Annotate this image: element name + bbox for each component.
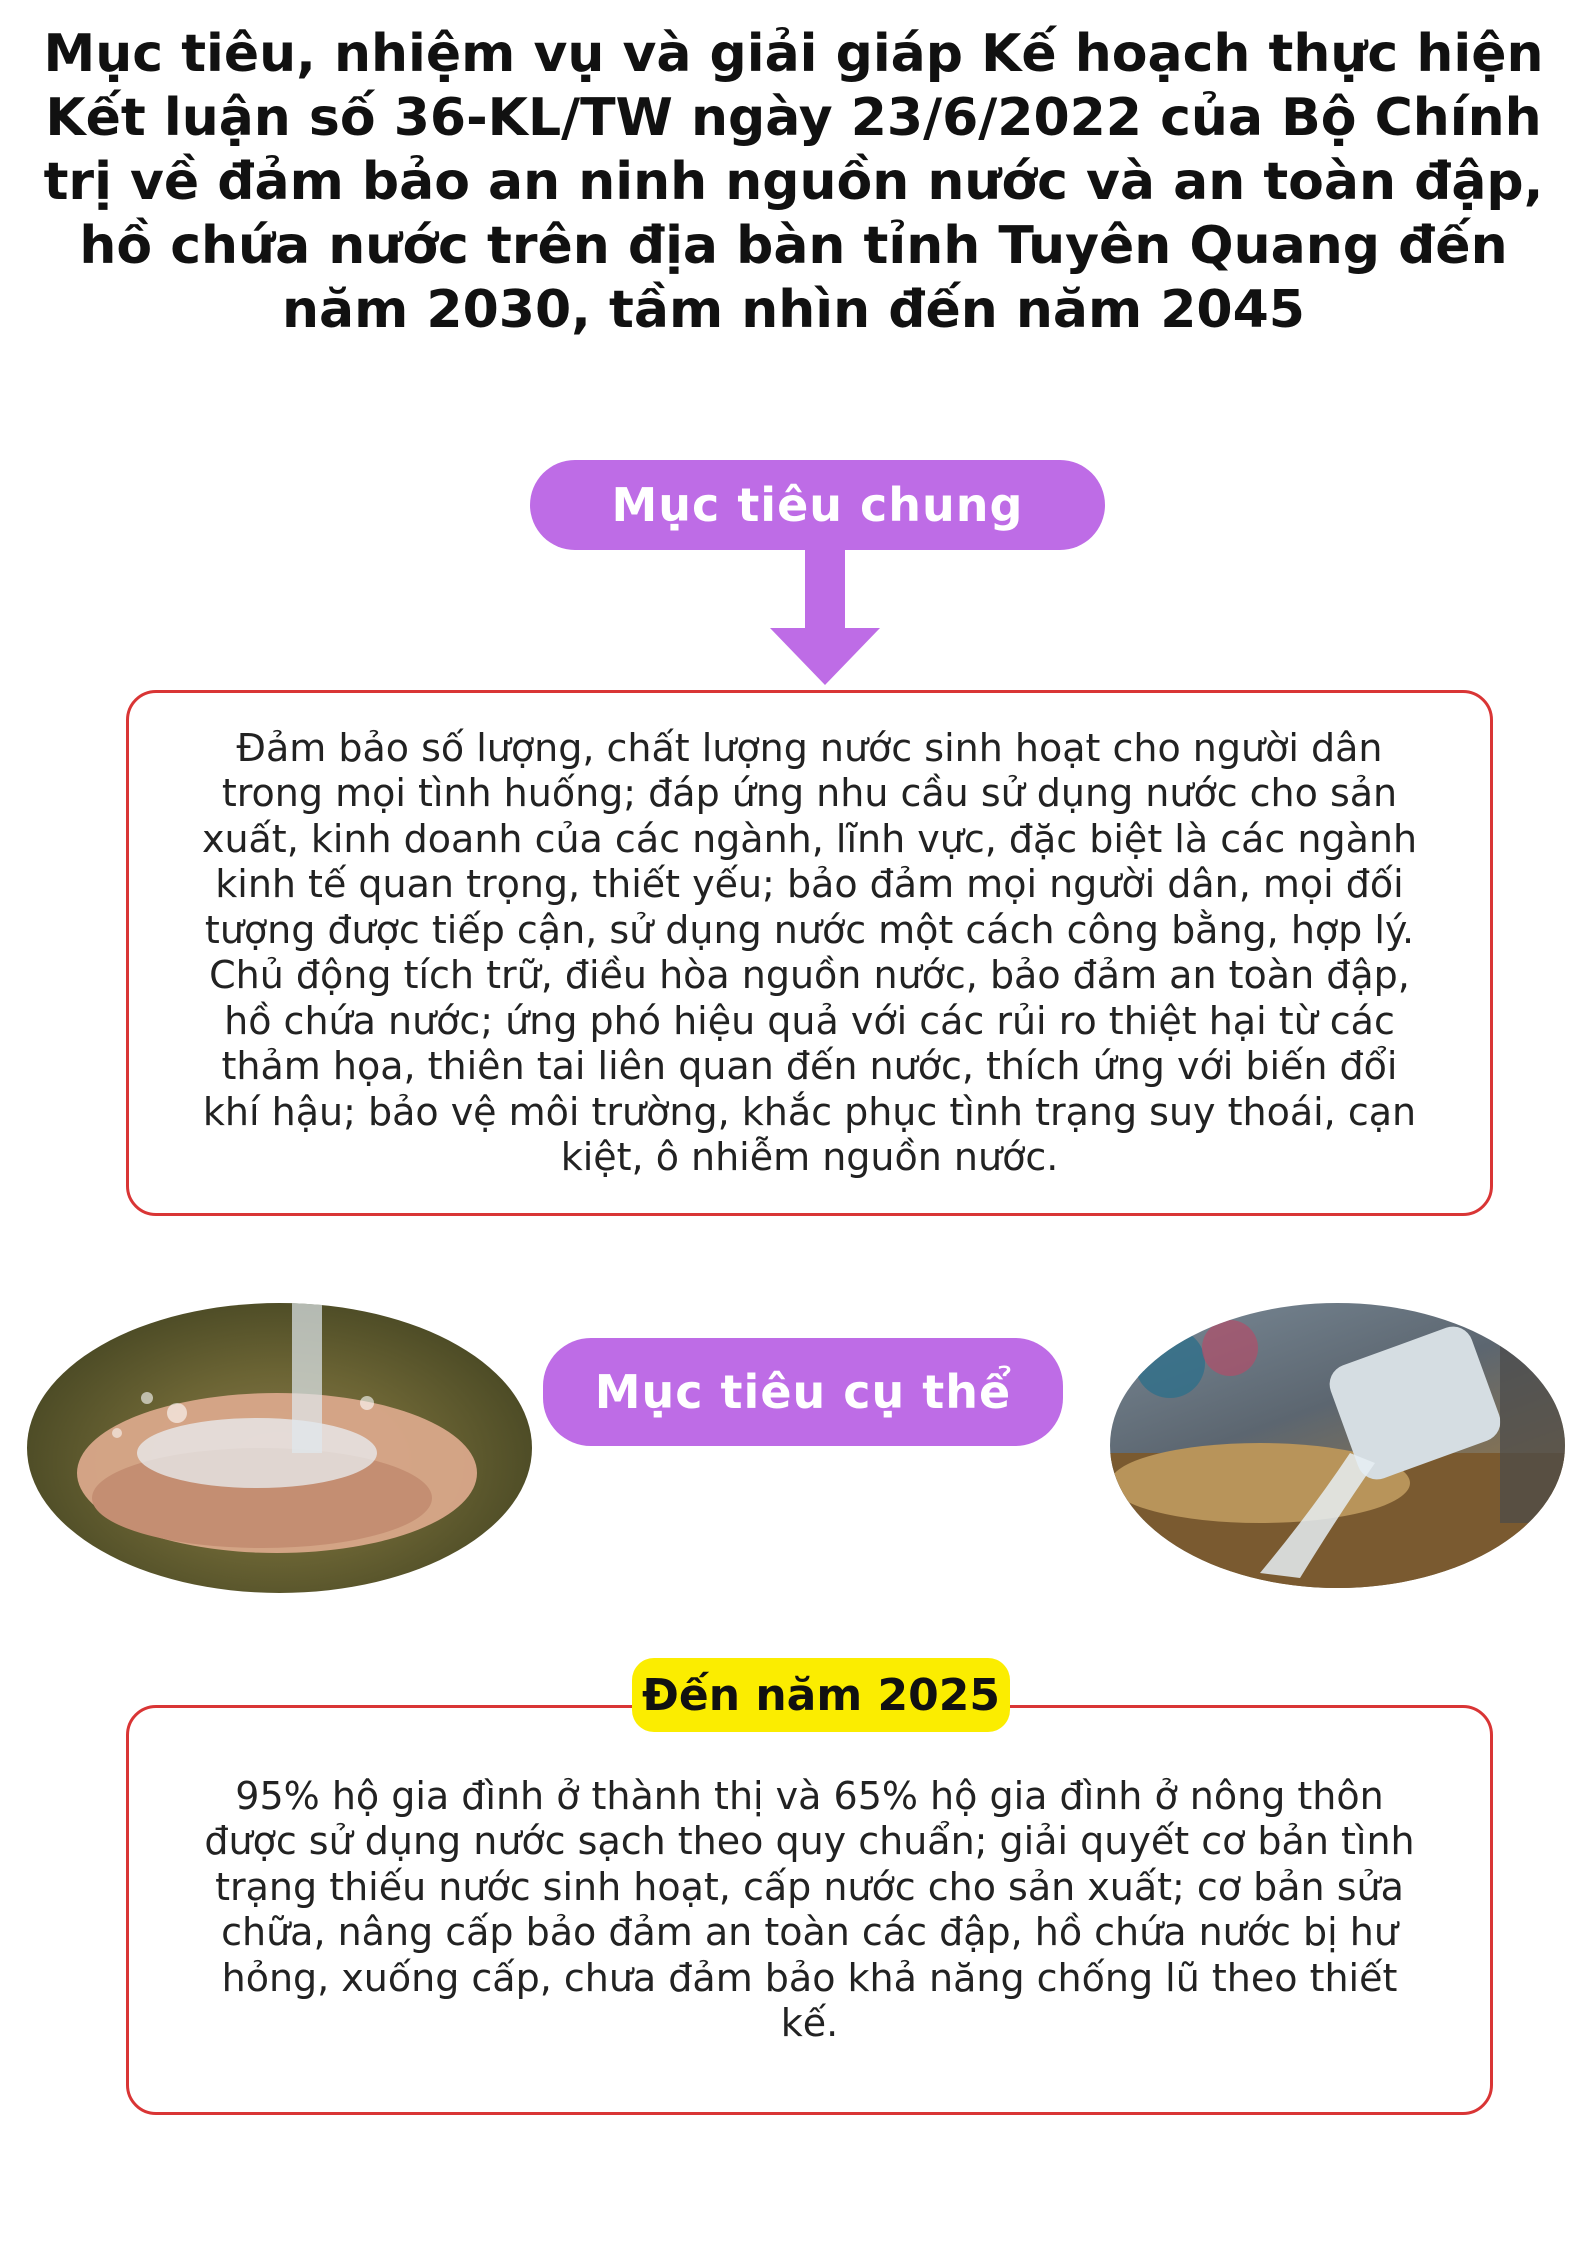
general-goal-text: Đảm bảo số lượng, chất lượng nước sinh hoạt cho người dân trong mọi tình huống; đáp ứng nhu cầu sử dụng nước cho sản xuất, kinh doanh của các ngành, lĩnh vực, đặc biệt là các ngành kinh tế quan trọng, thiết yếu; bảo đảm mọi người dân, mọi đối tượng được tiếp cận, sử dụng nước một cách công bằng, hợp lý. Chủ động tích trữ, điều hòa nguồn nước, bảo đảm an toàn đập, hồ chứa nước; ứng phó hiệu quả với các rủi ro thiệt hại từ các thảm họa, thiên tai liên quan đến nước, thích ứng với biến đổi khí hậu; bảo vệ môi trường, khắc phục tình trạng suy thoái, cạn kiệt, ô nhiễm nguồn nước. (201, 725, 1418, 1179)
specific-goal-heading (543, 1338, 1063, 1446)
target-2025-label: Đến năm 2025 (642, 1669, 1000, 1721)
water-hands-illustration (27, 1303, 532, 1593)
water-bucket-photo (1110, 1303, 1565, 1588)
arrow-down-icon (770, 550, 880, 685)
specific-goal-heading-label: Mục tiêu cụ thể (594, 1365, 1012, 1419)
target-2025-badge (632, 1658, 1010, 1732)
general-goal-heading (530, 460, 1105, 550)
water-hands-photo (27, 1303, 532, 1593)
target-2025-box (126, 1705, 1493, 2115)
target-2025-text: 95% hộ gia đình ở thành thị và 65% hộ gia đình ở nông thôn được sử dụng nước sạch theo quy chuẩn; giải quyết cơ bản tình trạng thiếu nước sinh hoạt, cấp nước cho sản xuất; cơ bản sửa chữa, nâng cấp bảo đảm an toàn các đập, hồ chứa nước bị hư hỏng, xuống cấp, chưa đảm bảo khả năng chống lũ theo thiết kế. (204, 1773, 1415, 2045)
water-bucket-illustration (1110, 1303, 1565, 1588)
general-goal-box (126, 690, 1493, 1216)
general-goal-heading-label: Mục tiêu chung (611, 478, 1024, 532)
page-title: Mục tiêu, nhiệm vụ và giải giáp Kế hoạch thực hiện Kết luận số 36-KL/TW ngày 23/6/2022 của Bộ Chính trị về đảm bảo an ninh nguồn nước và an toàn đập, hồ chứa nước trên địa bàn tỉnh Tuyên Quang đến năm 2030, tầm nhìn đến năm 2045 (43, 24, 1544, 340)
